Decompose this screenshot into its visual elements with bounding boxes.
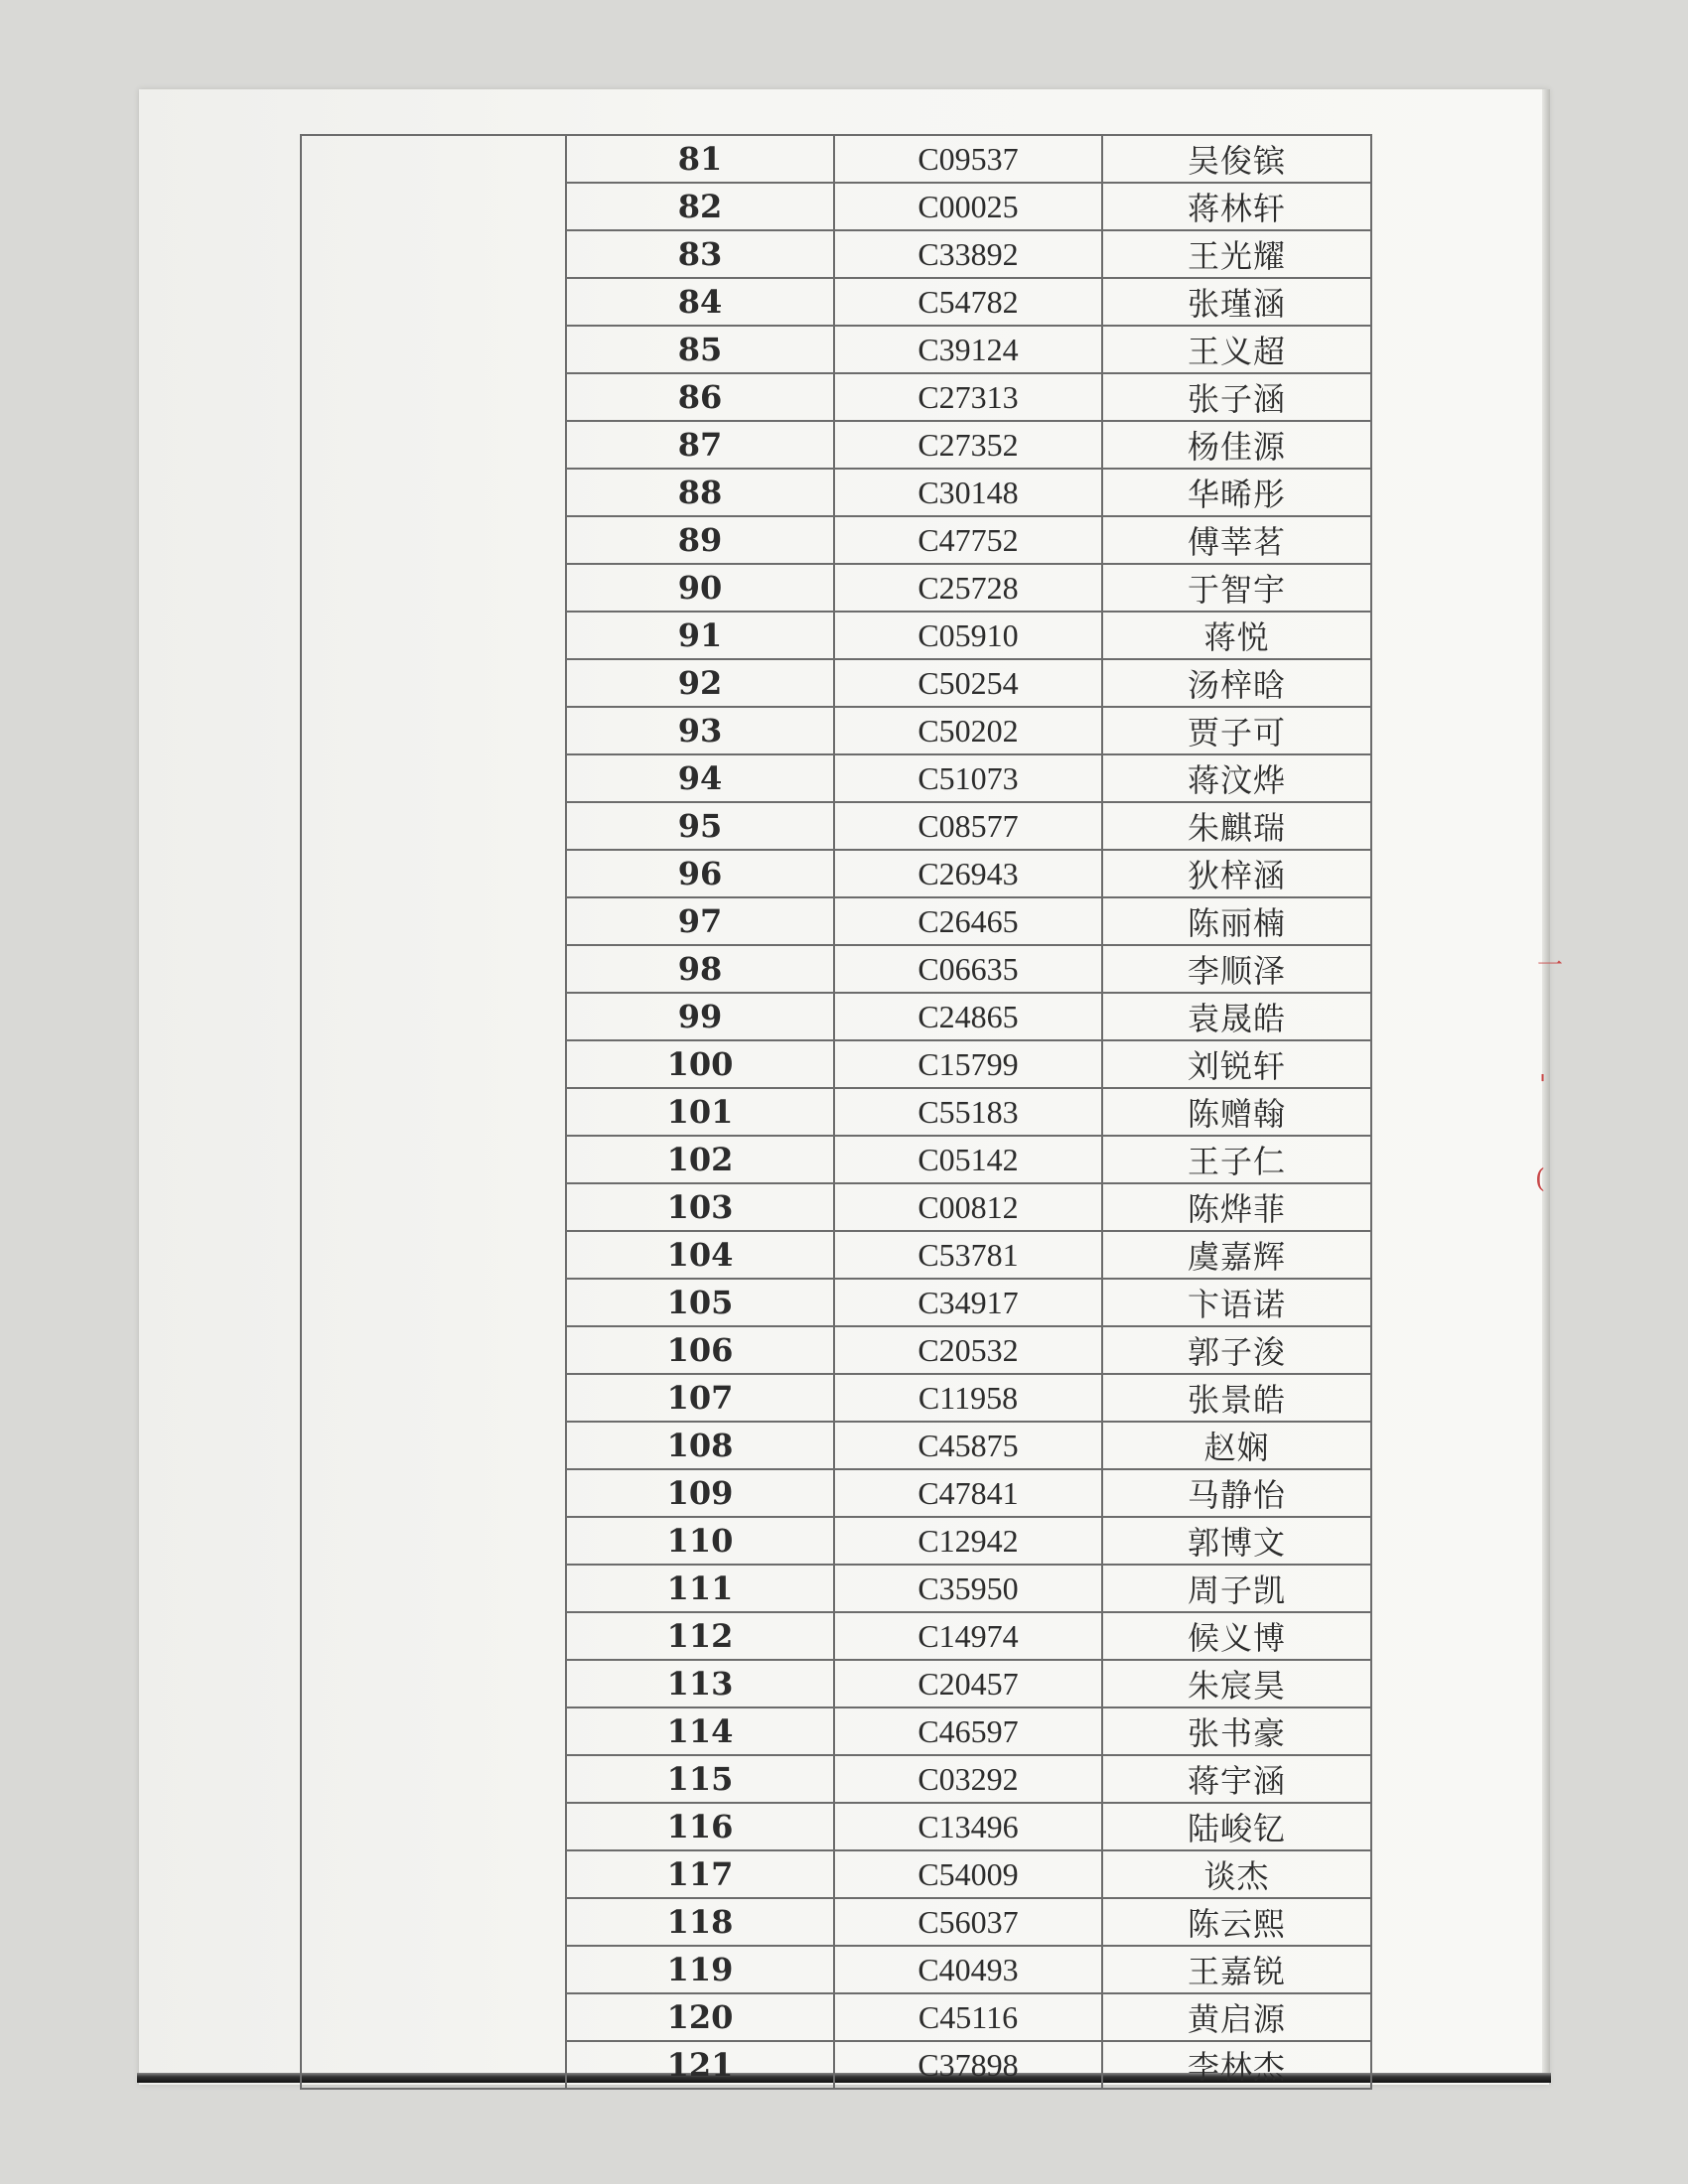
student-id: C37898	[834, 2041, 1102, 2089]
student-id: C26465	[834, 897, 1102, 945]
row-number: 81	[566, 135, 834, 183]
student-id: C50202	[834, 707, 1102, 754]
student-id: C03292	[834, 1755, 1102, 1803]
row-number: 92	[566, 659, 834, 707]
student-name: 傅莘茗	[1102, 516, 1371, 564]
student-name: 蒋林轩	[1102, 183, 1371, 230]
student-id: C05910	[834, 612, 1102, 659]
student-id: C54782	[834, 278, 1102, 326]
row-number: 105	[566, 1279, 834, 1326]
student-id: C45875	[834, 1422, 1102, 1469]
student-name: 张瑾涵	[1102, 278, 1371, 326]
student-id: C12942	[834, 1517, 1102, 1565]
student-id: C25728	[834, 564, 1102, 612]
student-id: C11958	[834, 1374, 1102, 1422]
row-number: 87	[566, 421, 834, 469]
row-number: 85	[566, 326, 834, 373]
group-label-cell	[301, 135, 566, 2089]
student-id: C47752	[834, 516, 1102, 564]
row-number: 116	[566, 1803, 834, 1850]
row-number: 118	[566, 1898, 834, 1946]
row-number: 106	[566, 1326, 834, 1374]
student-id: C13496	[834, 1803, 1102, 1850]
student-name: 蒋宇涵	[1102, 1755, 1371, 1803]
row-number: 107	[566, 1374, 834, 1422]
row-number: 113	[566, 1660, 834, 1707]
student-name: 陈云熙	[1102, 1898, 1371, 1946]
stamp-fragment-1: 一	[1537, 951, 1564, 981]
row-number: 97	[566, 897, 834, 945]
row-number: 119	[566, 1946, 834, 1993]
student-id: C26943	[834, 850, 1102, 897]
row-number: 104	[566, 1231, 834, 1279]
student-name: 李顺泽	[1102, 945, 1371, 993]
student-id: C39124	[834, 326, 1102, 373]
student-id: C40493	[834, 1946, 1102, 1993]
table-row	[301, 135, 1371, 183]
student-name: 吴俊镔	[1102, 135, 1371, 183]
student-name: 虞嘉辉	[1102, 1231, 1371, 1279]
row-number: 111	[566, 1565, 834, 1612]
student-name: 卞语诺	[1102, 1279, 1371, 1326]
student-name: 陈烨菲	[1102, 1183, 1371, 1231]
row-number: 102	[566, 1136, 834, 1183]
row-number: 108	[566, 1422, 834, 1469]
row-number: 96	[566, 850, 834, 897]
student-id: C08577	[834, 802, 1102, 850]
student-id: C09537	[834, 135, 1102, 183]
stamp-fragment-2: '	[1539, 1070, 1547, 1100]
student-id: C00812	[834, 1183, 1102, 1231]
student-name: 王光耀	[1102, 230, 1371, 278]
student-id: C33892	[834, 230, 1102, 278]
student-name: 陆峻钇	[1102, 1803, 1371, 1850]
student-id: C27313	[834, 373, 1102, 421]
student-id: C46597	[834, 1707, 1102, 1755]
row-number: 89	[566, 516, 834, 564]
row-number: 88	[566, 469, 834, 516]
student-name: 郭子浚	[1102, 1326, 1371, 1374]
row-number: 83	[566, 230, 834, 278]
student-name: 黄启源	[1102, 1993, 1371, 2041]
student-name: 张书豪	[1102, 1707, 1371, 1755]
student-id: C51073	[834, 754, 1102, 802]
student-name: 朱宸昊	[1102, 1660, 1371, 1707]
row-number: 94	[566, 754, 834, 802]
student-id: C35950	[834, 1565, 1102, 1612]
row-number: 120	[566, 1993, 834, 2041]
roster-body	[301, 135, 1371, 2089]
student-name: 蒋悦	[1102, 612, 1371, 659]
student-name: 狄梓涵	[1102, 850, 1371, 897]
student-id: C34917	[834, 1279, 1102, 1326]
row-number: 115	[566, 1755, 834, 1803]
row-number: 84	[566, 278, 834, 326]
row-number: 101	[566, 1088, 834, 1136]
student-name: 蒋汶烨	[1102, 754, 1371, 802]
student-name: 候义博	[1102, 1612, 1371, 1660]
student-id: C00025	[834, 183, 1102, 230]
student-id: C20457	[834, 1660, 1102, 1707]
student-name: 李林杰	[1102, 2041, 1371, 2089]
row-number: 91	[566, 612, 834, 659]
row-number: 98	[566, 945, 834, 993]
row-number: 103	[566, 1183, 834, 1231]
row-number: 100	[566, 1040, 834, 1088]
student-name: 马静怡	[1102, 1469, 1371, 1517]
student-name: 袁晟皓	[1102, 993, 1371, 1040]
student-id: C24865	[834, 993, 1102, 1040]
student-id: C14974	[834, 1612, 1102, 1660]
student-name: 于智宇	[1102, 564, 1371, 612]
student-id: C06635	[834, 945, 1102, 993]
row-number: 112	[566, 1612, 834, 1660]
student-name: 王子仁	[1102, 1136, 1371, 1183]
student-name: 王嘉锐	[1102, 1946, 1371, 1993]
row-number: 110	[566, 1517, 834, 1565]
student-id: C30148	[834, 469, 1102, 516]
student-name: 王义超	[1102, 326, 1371, 373]
student-name: 张子涵	[1102, 373, 1371, 421]
row-number: 82	[566, 183, 834, 230]
row-number: 90	[566, 564, 834, 612]
student-name: 张景皓	[1102, 1374, 1371, 1422]
student-id: C55183	[834, 1088, 1102, 1136]
student-name: 华晞彤	[1102, 469, 1371, 516]
student-name: 汤梓晗	[1102, 659, 1371, 707]
student-name: 杨佳源	[1102, 421, 1371, 469]
student-name: 郭博文	[1102, 1517, 1371, 1565]
student-id: C54009	[834, 1850, 1102, 1898]
student-name: 刘锐轩	[1102, 1040, 1371, 1088]
student-name: 陈赠翰	[1102, 1088, 1371, 1136]
student-id: C56037	[834, 1898, 1102, 1946]
student-id: C20532	[834, 1326, 1102, 1374]
student-id: C53781	[834, 1231, 1102, 1279]
row-number: 99	[566, 993, 834, 1040]
row-number: 117	[566, 1850, 834, 1898]
student-name: 谈杰	[1102, 1850, 1371, 1898]
stamp-fragment-3: (	[1535, 1164, 1546, 1194]
student-id: C05142	[834, 1136, 1102, 1183]
student-id: C15799	[834, 1040, 1102, 1088]
row-number: 114	[566, 1707, 834, 1755]
student-name: 贾子可	[1102, 707, 1371, 754]
student-id: C27352	[834, 421, 1102, 469]
student-name: 朱麒瑞	[1102, 802, 1371, 850]
student-id: C45116	[834, 1993, 1102, 2041]
row-number: 93	[566, 707, 834, 754]
row-number: 95	[566, 802, 834, 850]
student-name: 周子凯	[1102, 1565, 1371, 1612]
student-name: 赵娴	[1102, 1422, 1371, 1469]
roster-table	[300, 134, 1372, 2090]
student-id: C50254	[834, 659, 1102, 707]
row-number: 109	[566, 1469, 834, 1517]
row-number: 86	[566, 373, 834, 421]
student-id: C47841	[834, 1469, 1102, 1517]
row-number: 121	[566, 2041, 834, 2089]
student-name: 陈丽楠	[1102, 897, 1371, 945]
